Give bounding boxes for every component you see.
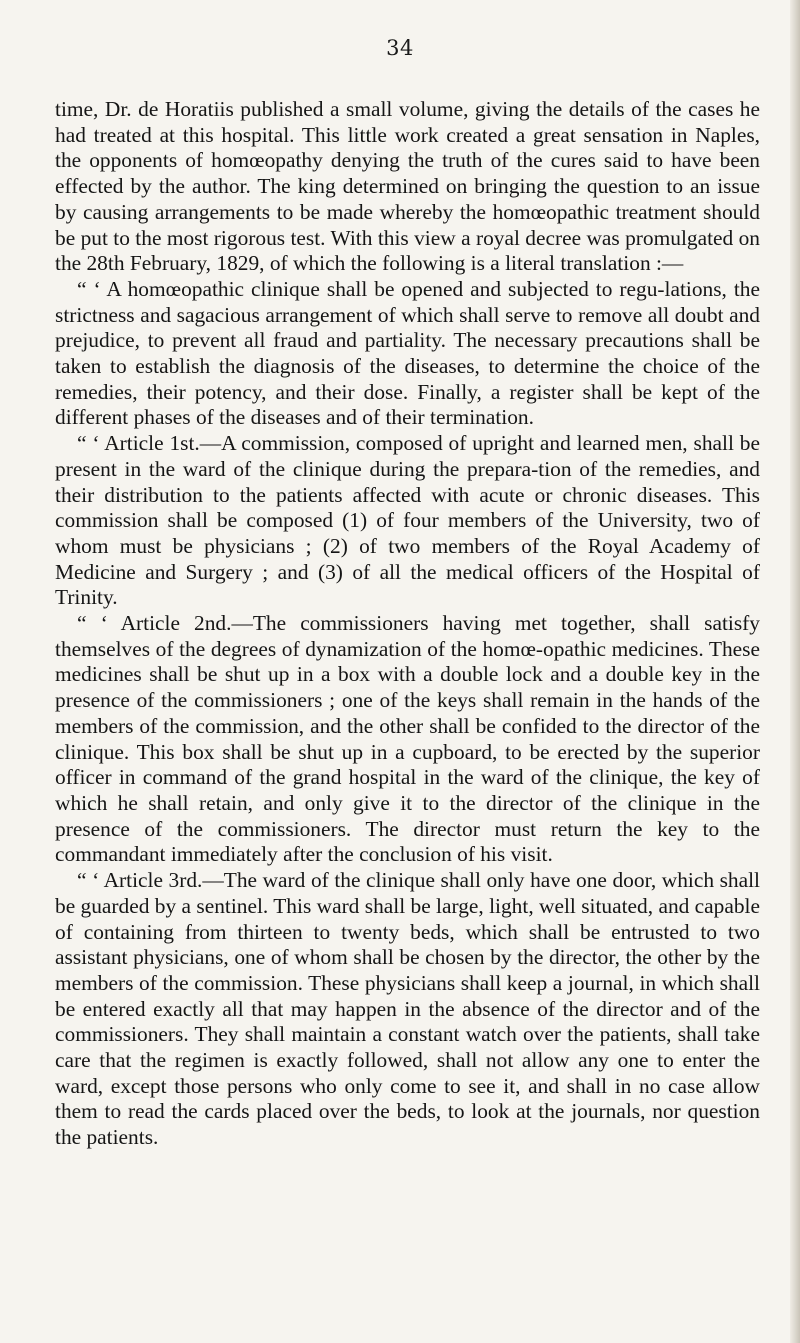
paragraph-article-1: “ ‘ Article 1st.—A commission, composed of upright and learned men, shall be present in the ward of the clinique during the prepara-tion of the remedies, and their distribution to the patients affected with acute or chronic diseases. This commission shall be composed (1) of four members of the University, two of whom must be physicians ; (2) of two members of the Royal Academy of Medicine and Surgery ; and (3) of all the medical officers of the Hospital of Trinity.: [55, 431, 760, 610]
page-number: 34: [386, 36, 414, 60]
page-edge: [790, 0, 800, 1343]
body-text: [55, 97, 760, 1151]
paragraph-decree-preamble: “ ‘ A homœopathic clinique shall be opened and subjected to regu-lations, the strictness and sagacious arrangement of which shall serve to remove all doubt and prejudice, to prevent all fraud and partiality. The necessary precautions shall be taken to establish the diagnosis of the diseases, to determine the choice of the remedies, their potency, and their dose. Finally, a register shall be kept of the different phases of the diseases and of their termination.: [55, 276, 760, 430]
paragraph-article-3: “ ‘ Article 3rd.—The ward of the clinique shall only have one door, which shall be guarded by a sentinel. This ward shall be large, light, well situated, and capable of containing from thirteen to twenty beds, which shall be entrusted to two assistant physicians, one of whom shall be chosen by the director, the other by the members of the commission. These physicians shall keep a journal, in which shall be entered exactly all that may happen in the absence of the director and of the commissioners. They shall maintain a constant watch over the patients, shall take care that the regimen is exactly followed, shall not allow any one to enter the ward, except those persons who only come to see it, and shall in no case allow them to read the cards placed over the beds, to look at the journals, nor question the patients.: [55, 868, 760, 1150]
paragraph-article-2: “ ‘ Article 2nd.—The commissioners having met together, shall satisfy themselves of the degrees of dynamization of the homœ-opathic medicines. These medicines shall be shut up in a box with a double lock and a double key in the presence of the commissioners ; one of the keys shall remain in the hands of the members of the commission, and the other shall be confided to the director of the clinique. This box shall be shut up in a cupboard, to be erected by the superior officer in command of the grand hospital in the ward of the clinique, the key of which he shall retain, and only give it to the director of the clinique in the presence of the commissioners. The director must return the key to the commandant immediately after the conclusion of his visit.: [55, 611, 760, 867]
paragraph-intro: time, Dr. de Horatiis published a small volume, giving the details of the cases he had treated at this hospital. This little work created a great sensation in Naples, the opponents of homœopathy denying the truth of the cures said to have been effected by the author. The king determined on bringing the question to an issue by causing arrangements to be made whereby the homœopathic treatment should be put to the most rigorous test. With this view a royal decree was promulgated on the 28th February, 1829, of which the following is a literal translation :—: [55, 97, 760, 276]
